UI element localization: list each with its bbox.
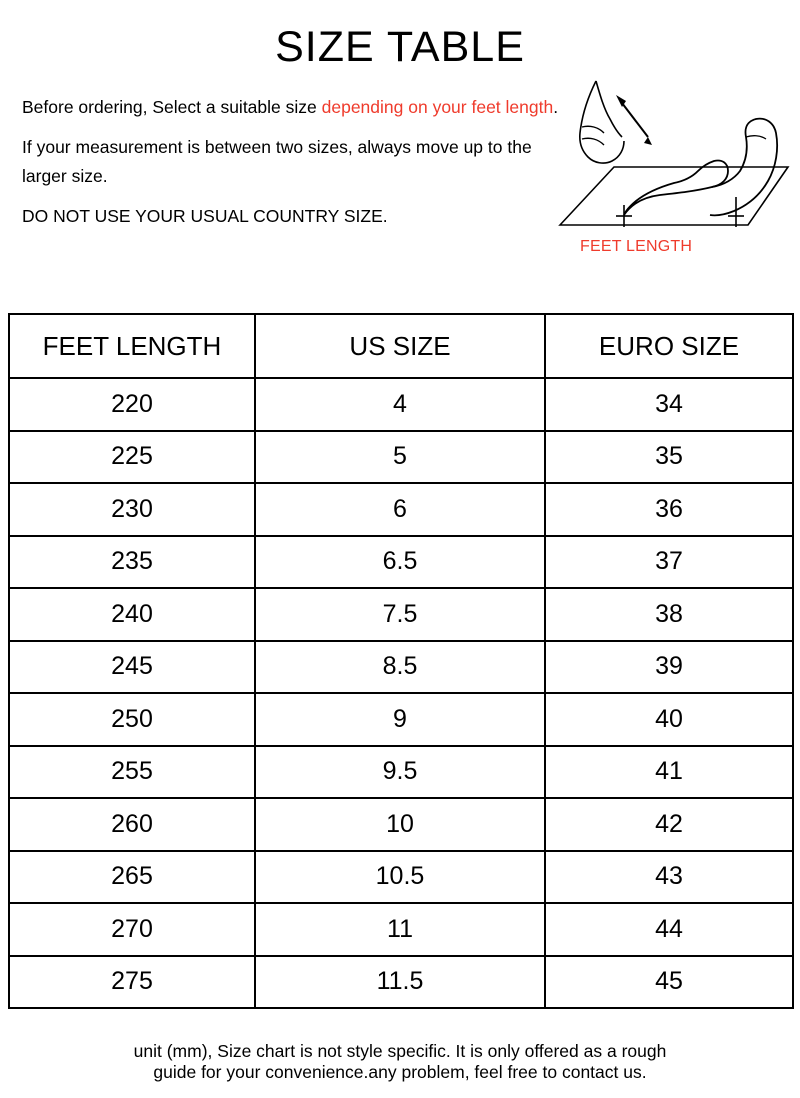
cell-euro-size: 36 [545,483,793,536]
cell-euro-size: 44 [545,903,793,956]
cell-us-size: 6 [255,483,545,536]
column-header-feet-length: FEET LENGTH [9,314,255,378]
column-header-euro-size: EURO SIZE [545,314,793,378]
cell-euro-size: 40 [545,693,793,746]
intro-line-3: DO NOT USE YOUR USUAL COUNTRY SIZE. [22,206,388,227]
cell-euro-size: 38 [545,588,793,641]
cell-us-size: 9.5 [255,746,545,799]
intro-text [22,93,567,230]
cell-euro-size: 37 [545,536,793,589]
cell-us-size: 7.5 [255,588,545,641]
cell-feet-length: 255 [9,746,255,799]
table-row [9,431,793,484]
cell-euro-size: 43 [545,851,793,904]
page-title: SIZE TABLE [275,23,525,71]
cell-euro-size: 34 [545,378,793,431]
table-header-row [9,314,793,378]
footer-line-2: guide for your convenience.any problem, feel free to contact us. [153,1061,647,1082]
intro-line-1-prefix: Before ordering, Select a suitable size [22,97,322,117]
cell-us-size: 11.5 [255,956,545,1009]
footer-note [0,1041,800,1082]
cell-feet-length: 235 [9,536,255,589]
table-row [9,588,793,641]
cell-feet-length: 230 [9,483,255,536]
cell-euro-size: 42 [545,798,793,851]
cell-us-size: 9 [255,693,545,746]
table-row [9,536,793,589]
foot-illustration-icon [552,75,792,260]
foot-length-caption: FEET LENGTH [580,238,693,255]
table-row [9,746,793,799]
cell-feet-length: 225 [9,431,255,484]
cell-us-size: 10 [255,798,545,851]
table-row [9,956,793,1009]
cell-euro-size: 41 [545,746,793,799]
cell-feet-length: 250 [9,693,255,746]
table-row [9,798,793,851]
cell-us-size: 6.5 [255,536,545,589]
intro-line-2: If your measurement is between two sizes, always move up to the larger size. [22,137,532,186]
size-table [8,313,794,1009]
table-row [9,903,793,956]
column-header-us-size: US SIZE [255,314,545,378]
cell-feet-length: 275 [9,956,255,1009]
intro-section [0,69,800,265]
cell-euro-size: 39 [545,641,793,694]
table-row [9,851,793,904]
size-table-area [8,313,792,1009]
cell-us-size: 5 [255,431,545,484]
foot-measurement-illustration [552,75,792,260]
cell-us-size: 10.5 [255,851,545,904]
intro-line-1-accent: depending on your feet length [321,97,554,117]
cell-feet-length: 270 [9,903,255,956]
cell-feet-length: 245 [9,641,255,694]
cell-us-size: 8.5 [255,641,545,694]
table-row [9,378,793,431]
table-row [9,483,793,536]
table-row [9,693,793,746]
cell-feet-length: 220 [9,378,255,431]
cell-feet-length: 265 [9,851,255,904]
cell-euro-size: 45 [545,956,793,1009]
cell-us-size: 11 [255,903,545,956]
intro-line-1 [22,93,567,121]
footer-line-1: unit (mm), Size chart is not style specific. It is only offered as a rough [133,1041,667,1061]
cell-euro-size: 35 [545,431,793,484]
table-row [9,641,793,694]
cell-feet-length: 240 [9,588,255,641]
intro-line-1-suffix: . [553,97,559,117]
cell-us-size: 4 [255,378,545,431]
cell-feet-length: 260 [9,798,255,851]
